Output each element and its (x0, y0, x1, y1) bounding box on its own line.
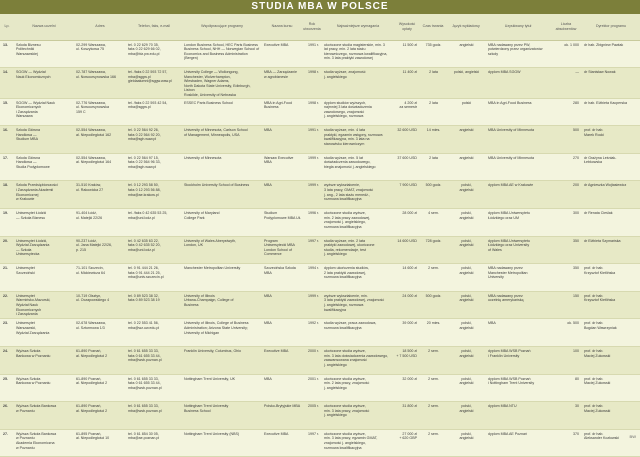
table-cell: MBA (262, 181, 302, 209)
table-cell: MBA (262, 126, 302, 154)
table-cell: MBA nadawany przez PW, potwierdzony przez organizatorów szkoły (486, 40, 550, 68)
table-cell: 91-404 Łódź, ul. Matejki 22/26 (74, 209, 126, 237)
table-cell: University of Illinois Urbana-Champaign, College of Business (182, 291, 262, 319)
table-cell: 2001 r. (302, 374, 322, 402)
table-cell: Szkoła Główna Handlowa — Studia Podyplomowe (14, 153, 74, 181)
column-header: Uzyskiwany tytuł (486, 14, 550, 40)
table-body (0, 40, 640, 457)
table-cell: 71-101 Szczecin, ul. Mickiewicza 64 (74, 264, 126, 292)
table-cell: polski, angielski (446, 181, 486, 209)
table-cell: polski, angielski (446, 264, 486, 292)
column-header: Dyrektor programu (582, 14, 640, 40)
table-cell: 24. (0, 347, 14, 375)
table-cell: University of Minnesota (182, 153, 262, 181)
table-cell: 80 (550, 374, 582, 402)
table-cell: 28 000 zł (394, 209, 420, 237)
table-row (0, 209, 640, 237)
table-cell: University of Illinois, College of Business Administration; Arizona State University; University of Michigan (182, 319, 262, 347)
table-cell: 31-510 Kraków, ul. Rakowicka 27 (74, 181, 126, 209)
table-cell: tel. 0 61 655 33 33, mba@wsb.poznan.pl (126, 402, 182, 430)
table-cell: dr Renata Cieślak (582, 209, 640, 237)
table-cell: Wyższa Szkoła Bankowa w Poznaniu Akademia Ekonomiczna w Poznaniu (14, 429, 74, 457)
table-cell: ukończone studia wyższe, min. 2 lata pracy, znajomość j. angielskiego (322, 374, 394, 402)
table-row (0, 429, 640, 457)
table-cell: Szkoła Główna Handlowa — Studium MBA (14, 126, 74, 154)
table-cell: 2 lata (420, 98, 446, 126)
table-cell: 21. (0, 264, 14, 292)
table-cell: studia wyższe, praca zawodowa, rozmowa kwalifikacyjna (322, 319, 394, 347)
table-cell: tel. 0 12 293 58 50, faks 0 12 293 56 88, mba@ae.krakow.pl (126, 181, 182, 209)
table-cell: 90-237 Łódź, ul. Jana Matejki 22/26, p. 215 (74, 236, 126, 264)
table-row (0, 126, 640, 154)
table-cell: 1997 r. (302, 236, 322, 264)
table-cell: tel. 0 42 635 63 22, faks 0 42 635 52 20, mba@uni.lodz.pl (126, 236, 182, 264)
table-cell: 4 200 zł za semestr (394, 98, 420, 126)
table-cell: 4 sem. (420, 209, 446, 237)
table-cell: Wyższa Szkoła Bankowa w Poznaniu (14, 402, 74, 430)
table-cell: University of Maryland College Park (182, 209, 262, 237)
table-cell: 02-678 Warszawa, ul. Szturmowa 1/3 (74, 319, 126, 347)
table-cell: angielski (446, 126, 486, 154)
table-row (0, 319, 640, 347)
column-header: Nazwa uczelni (14, 14, 74, 40)
table-row (0, 236, 640, 264)
table-cell: 1994 r. (302, 264, 322, 292)
table-row (0, 402, 640, 430)
table-cell: MBA (486, 319, 550, 347)
table-cell: 11 400 zł (394, 68, 420, 99)
table-row (0, 40, 640, 68)
table-cell: ukończone studia wyższe, min. 3 lata pracy, egzamin GMAT, znajomość j. angielskiego, rozmowa kwalifikacyjna (322, 429, 394, 457)
table-cell: 280 (550, 98, 582, 126)
table-cell: prof. dr hab. Krzysztof Kietlińska (582, 291, 640, 319)
table-cell: Executive MBA (262, 429, 302, 457)
table-cell: 2 lata (420, 153, 446, 181)
table-cell: 1999 r. (302, 181, 322, 209)
column-header: Wysokość opłaty (394, 14, 420, 40)
table-cell: MBA (262, 291, 302, 319)
table-cell: 1999 r. (302, 153, 322, 181)
table-row (0, 181, 640, 209)
table-cell: ukończone studia wyższe, min. 2 lata pracy zawodowej, znajomość j. angielskiego, rozmowa kwalifikacyjna (322, 209, 394, 237)
table-cell: MBA — Zarządzanie w agrobiznesie (262, 68, 302, 99)
table-cell: Wyższa Szkoła Bankowa w Poznaniu (14, 374, 74, 402)
table-cell: dr Stanisław Nowak (582, 68, 640, 99)
table-cell: 1991 r. (302, 40, 322, 68)
table-cell: dyplom MBA AE w Krakowie (486, 181, 550, 209)
table-cell: University College — Wollongong, Manchester, Wolverhampton, Wiesbaden, Wagner Adams, North Dakota State University, Edinburgh, Lisbon Roskilde, University of Nebraska (182, 68, 262, 99)
table-cell: London Business School, HEC Paris Business Business School, NHH — Norwegian School of Economics and Business Administration (Bergen) (182, 40, 262, 68)
column-header: Czas trwania (420, 14, 446, 40)
table-cell: Nottingham Trent University Business School (182, 402, 262, 430)
table-cell: prof. dr hab. Maciej Żukowski (582, 374, 640, 402)
table-cell: Uniwersytet Warszawski, Wydział Zarządzania (14, 319, 74, 347)
table-cell: 19. (0, 209, 14, 237)
column-header: Język wykładowy (446, 14, 486, 40)
table-cell: 2000 r. (302, 347, 322, 375)
table-cell: 2 sem. (420, 429, 446, 457)
table-cell: Szczecińska Szkoła MBA (262, 264, 302, 292)
table-cell: MBA nadawany przez Manchester Metropolitan University (486, 264, 550, 292)
mba-programs-table (0, 14, 640, 457)
table-cell: Szkoła Przedsiębiorczości i Zarządzania Akademii Ekonomicznej w Krakowie (14, 181, 74, 209)
table-cell: MBA in Agri-Food Business (262, 98, 302, 126)
table-cell: MBA nadawany przez uczelnię amerykańską (486, 291, 550, 319)
table-cell: tel. 0 61 655 33 33, faks 0 61 655 33 44, mba@wsb.poznan.pl (126, 374, 182, 402)
table-cell: studia wyższe, min. 4 lata praktyki, egzamin wstępny, rozmowa kwalifikacyjna, min. 3 lata na stanowisku kierowniczym (322, 126, 394, 154)
table-cell: tel. 0 61 854 30 05, mba@ae.poznan.pl (126, 429, 182, 457)
table-cell: Nottingham Trent University (NBS) (182, 429, 262, 457)
table-cell: ok. 1 000 (550, 40, 582, 68)
table-cell: polski, angielski (446, 291, 486, 319)
table-cell: 150 (550, 291, 582, 319)
table-cell: dr Agnieszka Wojtasiewicz (582, 181, 640, 209)
table-cell: 02-554 Warszawa, al. Niepodległości 164 (74, 153, 126, 181)
table-cell: polski, angielski (446, 68, 486, 99)
table-row (0, 98, 640, 126)
table-cell: polski, angielski (446, 347, 486, 375)
table-cell: 1998 r. (302, 68, 322, 99)
table-cell: 370 (550, 429, 582, 457)
table-cell: 39 000 zł (394, 319, 420, 347)
table-cell: prof. dr hab. Marek Rocki (582, 126, 640, 154)
table-row (0, 291, 640, 319)
table-cell: dyplom MBA WSB Poznań i Franklin University (486, 347, 550, 375)
table-cell: 37 600 USD (394, 153, 420, 181)
table-cell: 24 000 zł (394, 291, 420, 319)
table-cell: ukończone studia wyższe, min. 3 lata pracy, znajomość j. angielskiego (322, 402, 394, 430)
table-cell: ukończone studia magisterskie, min. 3 lat pracy, min. 2 lata stażu kierowniczego, rozmowa kwalifikacyjna, min. 3 lata praktyki zawodowej (322, 40, 394, 68)
table-cell: 500 (550, 126, 582, 154)
table-cell: MBA University of Minnesota (486, 126, 550, 154)
table-cell: 14 600 USD (394, 236, 420, 264)
table-cell: prof. dr hab. Bogdan Wawrzyniak (582, 319, 640, 347)
table-cell: Warsaw Executive MBA (262, 153, 302, 181)
table-cell: polski, angielski (446, 429, 486, 457)
column-header: Współpracujące programy (182, 14, 262, 40)
table-cell: polski, angielski (446, 374, 486, 402)
table-cell: 27. (0, 429, 14, 457)
table-cell: Franklin University, Columbus, Ohio (182, 347, 262, 375)
table-cell: Uniwersytet Łódzki, Wydział Zarządzania — Szkoła Uniwersytecka (14, 236, 74, 264)
table-cell: angielski (446, 153, 486, 181)
table-cell: 02-787 Warszawa, ul. Nowoursynowska 166 (74, 68, 126, 99)
table-row (0, 374, 640, 402)
table-cell: 350 (550, 236, 582, 264)
table-cell: Program Uniwersytecki MBA London School of Commerce (262, 236, 302, 264)
table-cell: dyplom studiów wyższych, najmniej 3 lata doświadczenia zawodowego, znajomość j. angielskiego, rozmowa (322, 98, 394, 126)
table-cell: 728 godz. (420, 236, 446, 264)
table-cell: tel. /faks 0 22 593 42 54, mba@sggw.pl (126, 98, 182, 126)
table-cell: 02-299 Warszawa, ul. Koszykowa 75 (74, 40, 126, 68)
table-cell: 1991 r. (302, 126, 322, 154)
table-cell: 2 sem. (420, 347, 446, 375)
table-cell: tel. 0 89 523 38 32, faks 0 89 523 38 19 (126, 291, 182, 319)
table-cell: studia wyższe, min. 2 lata praktyki zawodowej, ukończone studia, rekomendacje, test j. angielskiego (322, 236, 394, 264)
table-cell: 2005 r. (302, 402, 322, 430)
table-cell: 25. (0, 374, 14, 402)
table-cell: 14. (0, 68, 14, 99)
table-cell: dr hab. Elżbieta Kacperska (582, 98, 640, 126)
table-cell: 1997 r. (302, 429, 322, 457)
table-cell: SGGW — Wydział Nauk Ekonomicznych (14, 68, 74, 99)
table-cell: 22. (0, 291, 14, 319)
table-row (0, 68, 640, 99)
table-cell: 61-890 Poznań, al. Niepodległości 2 (74, 374, 126, 402)
table-cell: 26. (0, 402, 14, 430)
table-cell: 02-776 Warszawa, ul. Nowoursynowska 159 C (74, 98, 126, 126)
table-cell: tel. /faks 0 22 593 72 57, mba@sggw.pl gieldaalumni@sggw.waw.pl (126, 68, 182, 99)
table-cell: 17. (0, 153, 14, 181)
column-header: Nazwa kursu (262, 14, 302, 40)
table-cell: wyższe wykształcenie, 3 lata pracy, GMAT, znajomość j. ang., 2 lata stażu menedż., rozmowa kwalifikacyjna (322, 181, 394, 209)
column-header: Adres (74, 14, 126, 40)
table-cell: 11 500 zł (394, 40, 420, 68)
table-cell: dyplom MBA NTU (486, 402, 550, 430)
table-cell: polski, angielski (446, 319, 486, 347)
table-cell: Stockholm University School of Business (182, 181, 262, 209)
table-cell: 350 (550, 264, 582, 292)
table-cell: 18 500 zł + 7 500 USD (394, 347, 420, 375)
table-cell: Manchester Metropolitan University (182, 264, 262, 292)
table-cell: ukończone studia wyższe, min. 3 lata doświadczenia zawodowego, zaawansowana znajomość j. angielskiego (322, 347, 394, 375)
table-cell: tel. 0 22 553 41 56, mba@wz.uw.edu.pl (126, 319, 182, 347)
table-cell: 200 (550, 181, 582, 209)
table-cell: tel. 0 22 564 97 15, faks 0 22 564 96 33, mba@sgh.waw.pl (126, 153, 182, 181)
mba-table-container (0, 14, 640, 450)
column-header: Rok utworzenia (302, 14, 322, 40)
table-cell: 735 godz. (420, 40, 446, 68)
table-cell: tel. 0 91 444 21 26, faks 0 91 444 21 25, mba@univ.szczecin.pl (126, 264, 182, 292)
column-header: Lp. (0, 14, 14, 40)
table-cell: 31 800 zł (394, 402, 420, 430)
table-cell: MBA (262, 374, 302, 402)
table-row (0, 347, 640, 375)
table-cell: — (550, 68, 582, 99)
column-header: Najważniejsze wymagania (322, 14, 394, 40)
table-cell: SGGW — Wydział Nauk Ekonomicznych i Zarządzania Warszawa (14, 98, 74, 126)
table-cell: dr Elżbieta Szymańska (582, 236, 640, 264)
footer-mark: BW (629, 434, 636, 439)
table-cell: Uniwersytet Szczeciński (14, 264, 74, 292)
table-cell: 2 sem. (420, 402, 446, 430)
table-cell: dyplom ukończenia studiów, 2 lata praktyki zawodowej, rozmowa kwalifikacyjna (322, 264, 394, 292)
table-cell: prof. dr hab. Aleksander Kozłowski (582, 429, 640, 457)
table-cell: studia wyższe, min. 5 lat doświadczenia zawodowego, biegła znajomość j. angielskiego (322, 153, 394, 181)
table-cell: Wyższa Szkoła Bankowa w Poznaniu (14, 347, 74, 375)
table-cell: 18. (0, 181, 14, 209)
table-cell: 2 lata (420, 68, 446, 99)
table-cell: 1996 r. (302, 209, 322, 237)
table-cell: Szkoła Biznesu Politechniki Warszawskiej (14, 40, 74, 68)
table-cell: dr hab. Zbigniew Pawlak (582, 40, 640, 68)
table-cell: dr Grażyna Leśniak- Łebkowska (582, 153, 640, 181)
table-cell: polski, angielski (446, 209, 486, 237)
table-cell: 500 godz. (420, 291, 446, 319)
table-cell: ok. 500 (550, 319, 582, 347)
table-cell: 500 godz. (420, 181, 446, 209)
table-cell: 16. (0, 126, 14, 154)
table-cell: 13. (0, 40, 14, 68)
table-cell: 7 900 USD (394, 181, 420, 209)
table-cell: 27 000 zł + 620 GBP (394, 429, 420, 457)
table-cell: Studium Podyplomowe MBA UŁ (262, 209, 302, 237)
column-header: Telefon, faks, e-mail (126, 14, 182, 40)
table-row (0, 264, 640, 292)
table-cell: prof. dr hab. Maciej Żukowski (582, 402, 640, 430)
table-cell: ESSEC Paris Business School (182, 98, 262, 126)
table-row (0, 153, 640, 181)
table-cell: 15. (0, 98, 14, 126)
table-cell: MBA (262, 319, 302, 347)
table-cell: Executive MBA (262, 347, 302, 375)
table-cell: wyższe wykształcenie, min. 3 lata praktyki zawodowej, znajomość j. angielskiego, rozmowa kwalifikacyjna (322, 291, 394, 319)
table-cell: 10-719 Olsztyn, ul. Oczapowskiego 4 (74, 291, 126, 319)
table-cell: 30 (550, 402, 582, 430)
table-cell: 14 600 zł (394, 264, 420, 292)
table-cell: MBA in Agri-Food Business (486, 98, 550, 126)
table-cell: polski (446, 98, 486, 126)
table-cell: Uniwersytet Łódzki — Szkoła Biznesu (14, 209, 74, 237)
table-cell: polski, angielski (446, 402, 486, 430)
page-title: STUDIA MBA W POLSCE (0, 0, 640, 14)
table-cell: 1999 r. (302, 291, 322, 319)
table-cell: MBA University of Minnesota (486, 153, 550, 181)
table-cell: angielski (446, 40, 486, 68)
table-cell: studia wyższe, znajomość j. angielskiego (322, 68, 394, 99)
table-cell: 100 (550, 347, 582, 375)
table-cell: Executive MBA (262, 40, 302, 68)
table-cell: 20. (0, 236, 14, 264)
table-cell: Polsko-Brytyjskie MBA (262, 402, 302, 430)
table-cell: dyplom MBA AE Poznań (486, 429, 550, 457)
table-cell: prof. dr hab. Krzysztof Kietlińska (582, 264, 640, 292)
table-cell: 32 000 zł (394, 374, 420, 402)
table-cell: polski, angielski (446, 236, 486, 264)
table-cell: 20 mies. (420, 319, 446, 347)
table-cell: prof. dr hab. Maciej Żukowski (582, 347, 640, 375)
table-cell: tel. 0 22 564 92 26, faks 0 22 564 92 20, mba@sgh.waw.pl (126, 126, 182, 154)
table-header-row (0, 14, 640, 40)
table-cell: 300 (550, 209, 582, 237)
table-cell: 14 mies. (420, 126, 446, 154)
column-header: Liczba absolwentów (550, 14, 582, 40)
table-cell: tel. 0 22 629 70 35, faks 0 22 629 66 02, mba@biz.pw.edu.pl (126, 40, 182, 68)
table-cell: 23. (0, 319, 14, 347)
table-cell: 02-554 Warszawa, al. Niepodległości 162 (74, 126, 126, 154)
table-cell: tel. 0 61 655 33 33, faks 0 61 655 33 44, mba@wsb.poznan.pl (126, 347, 182, 375)
table-cell: dyplom MBA Uniwersytetu Łódzkiego oraz UM (486, 209, 550, 237)
table-cell: tel. /faks 0 42 635 53 25, mba@uni.lodz.pl (126, 209, 182, 237)
table-cell: Uniwersytet Warmińsko-Mazurski, Wydział Nauk Ekonomicznych i Zarządzania (14, 291, 74, 319)
table-cell: 1992 r. (302, 319, 322, 347)
table-cell: 270 (550, 153, 582, 181)
table-cell: University of Minnesota, Carlson School of Management, Minneapolis, USA (182, 126, 262, 154)
table-cell: dyplom MBA Uniwersytetu Łódzkiego oraz University of Wales (486, 236, 550, 264)
table-cell: 61-890 Poznań, al. Niepodległości 2 (74, 402, 126, 430)
table-cell: 2 sem. (420, 374, 446, 402)
table-cell: 61-890 Poznań, al. Niepodległości 2 (74, 347, 126, 375)
table-cell: 61-895 Poznań, al. Niepodległości 10 (74, 429, 126, 457)
table-cell: University of Wales Aberystwyth, London, UK (182, 236, 262, 264)
table-cell: dyplom MBA SGGW (486, 68, 550, 99)
table-cell: 1998 r. (302, 98, 322, 126)
table-cell: dyplom MBA WSB Poznań i Nottingham Trent University (486, 374, 550, 402)
table-cell: 32 600 USD (394, 126, 420, 154)
table-cell: 2 sem. (420, 264, 446, 292)
table-cell: Nottingham Trent University, UK (182, 374, 262, 402)
